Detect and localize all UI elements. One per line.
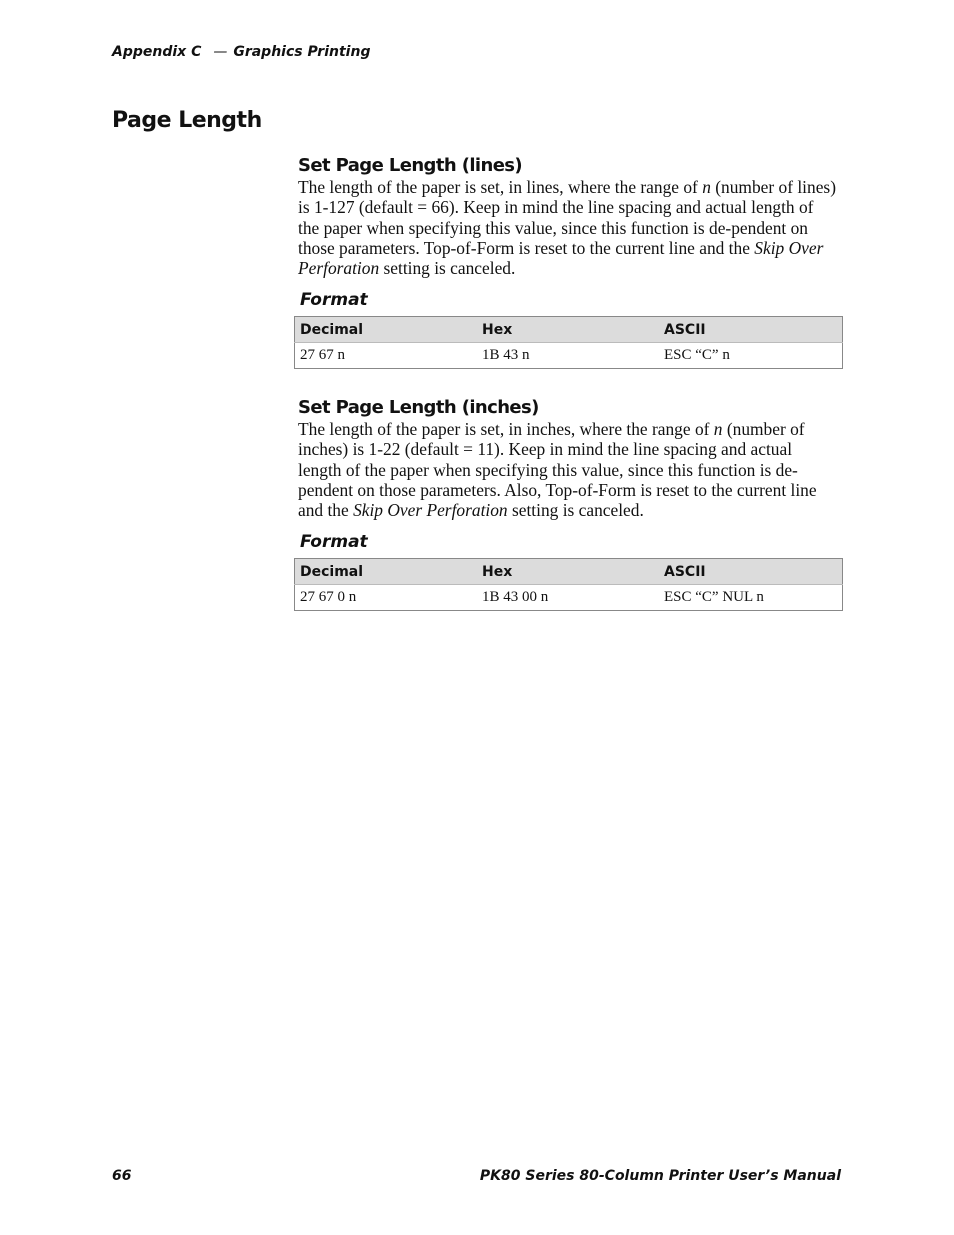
header-dash: — [213, 44, 228, 60]
format-table [294, 316, 843, 369]
section-set-page-length-inches [298, 397, 843, 611]
section-set-page-length-lines [298, 155, 843, 369]
body-setting-name: Skip Over Perforation [298, 237, 824, 279]
table-cell: 1B 43 n [477, 343, 659, 369]
body-text-part: The length of the paper is set, in inches, where the range of [298, 419, 714, 439]
table-cell: 1B 43 00 n [477, 585, 659, 611]
format-table [294, 558, 843, 611]
body-text-part: (number of lines) is 1-127 (default = 66). Keep in mind the line spacing and actual length of the paper when specifying this value, since this function is de-pendent on those parameters. Top-of-Form is reset to the current line and the [298, 177, 836, 258]
table-cell: ESC “C” NUL n [659, 585, 843, 611]
table-header-cell: Hex [477, 559, 659, 585]
table-header-cell: Hex [477, 317, 659, 343]
header-appendix: Appendix C [112, 44, 202, 60]
page-title: Page Length [112, 108, 262, 133]
table-header-cell: Decimal [295, 317, 478, 343]
table-cell: ESC “C” n [659, 343, 843, 369]
format-label: Format [300, 290, 368, 311]
page-number: 66 [112, 1168, 132, 1184]
section-body [298, 177, 838, 278]
table-row [295, 343, 843, 369]
body-variable-n: n [713, 419, 723, 439]
body-variable-n: n [702, 177, 711, 197]
table-cell: 27 67 0 n [295, 585, 478, 611]
section-heading: Set Page Length (inches) [298, 397, 539, 418]
format-label: Format [300, 532, 368, 553]
manual-title: PK80 Series 80-Column Printer User’s Manual [479, 1168, 841, 1184]
table-header-cell: Decimal [295, 559, 478, 585]
body-text-part: The length of the paper is set, in lines, where the range of [298, 177, 703, 197]
table-header-row [295, 317, 843, 343]
section-heading: Set Page Length (lines) [298, 155, 523, 176]
section-body [298, 419, 838, 520]
table-cell: 27 67 n [295, 343, 478, 369]
body-text-part: (number of inches) is 1-22 (default = 11). Keep in mind the line spacing and actual length of the paper when specifying this value, since this function is de-pendent on those parameters. Also, Top-of-Form is reset to the current line and the [298, 419, 817, 521]
body-text-part: setting is canceled. [379, 258, 516, 279]
table-row [295, 585, 843, 611]
header-chapter: Graphics Printing [233, 44, 371, 60]
body-setting-name: Skip Over Perforation [353, 500, 508, 521]
running-header [112, 44, 370, 60]
table-header-cell: ASCII [659, 317, 843, 343]
body-text-part: setting is canceled. [507, 500, 644, 521]
table-header-row [295, 559, 843, 585]
table-header-cell: ASCII [659, 559, 843, 585]
